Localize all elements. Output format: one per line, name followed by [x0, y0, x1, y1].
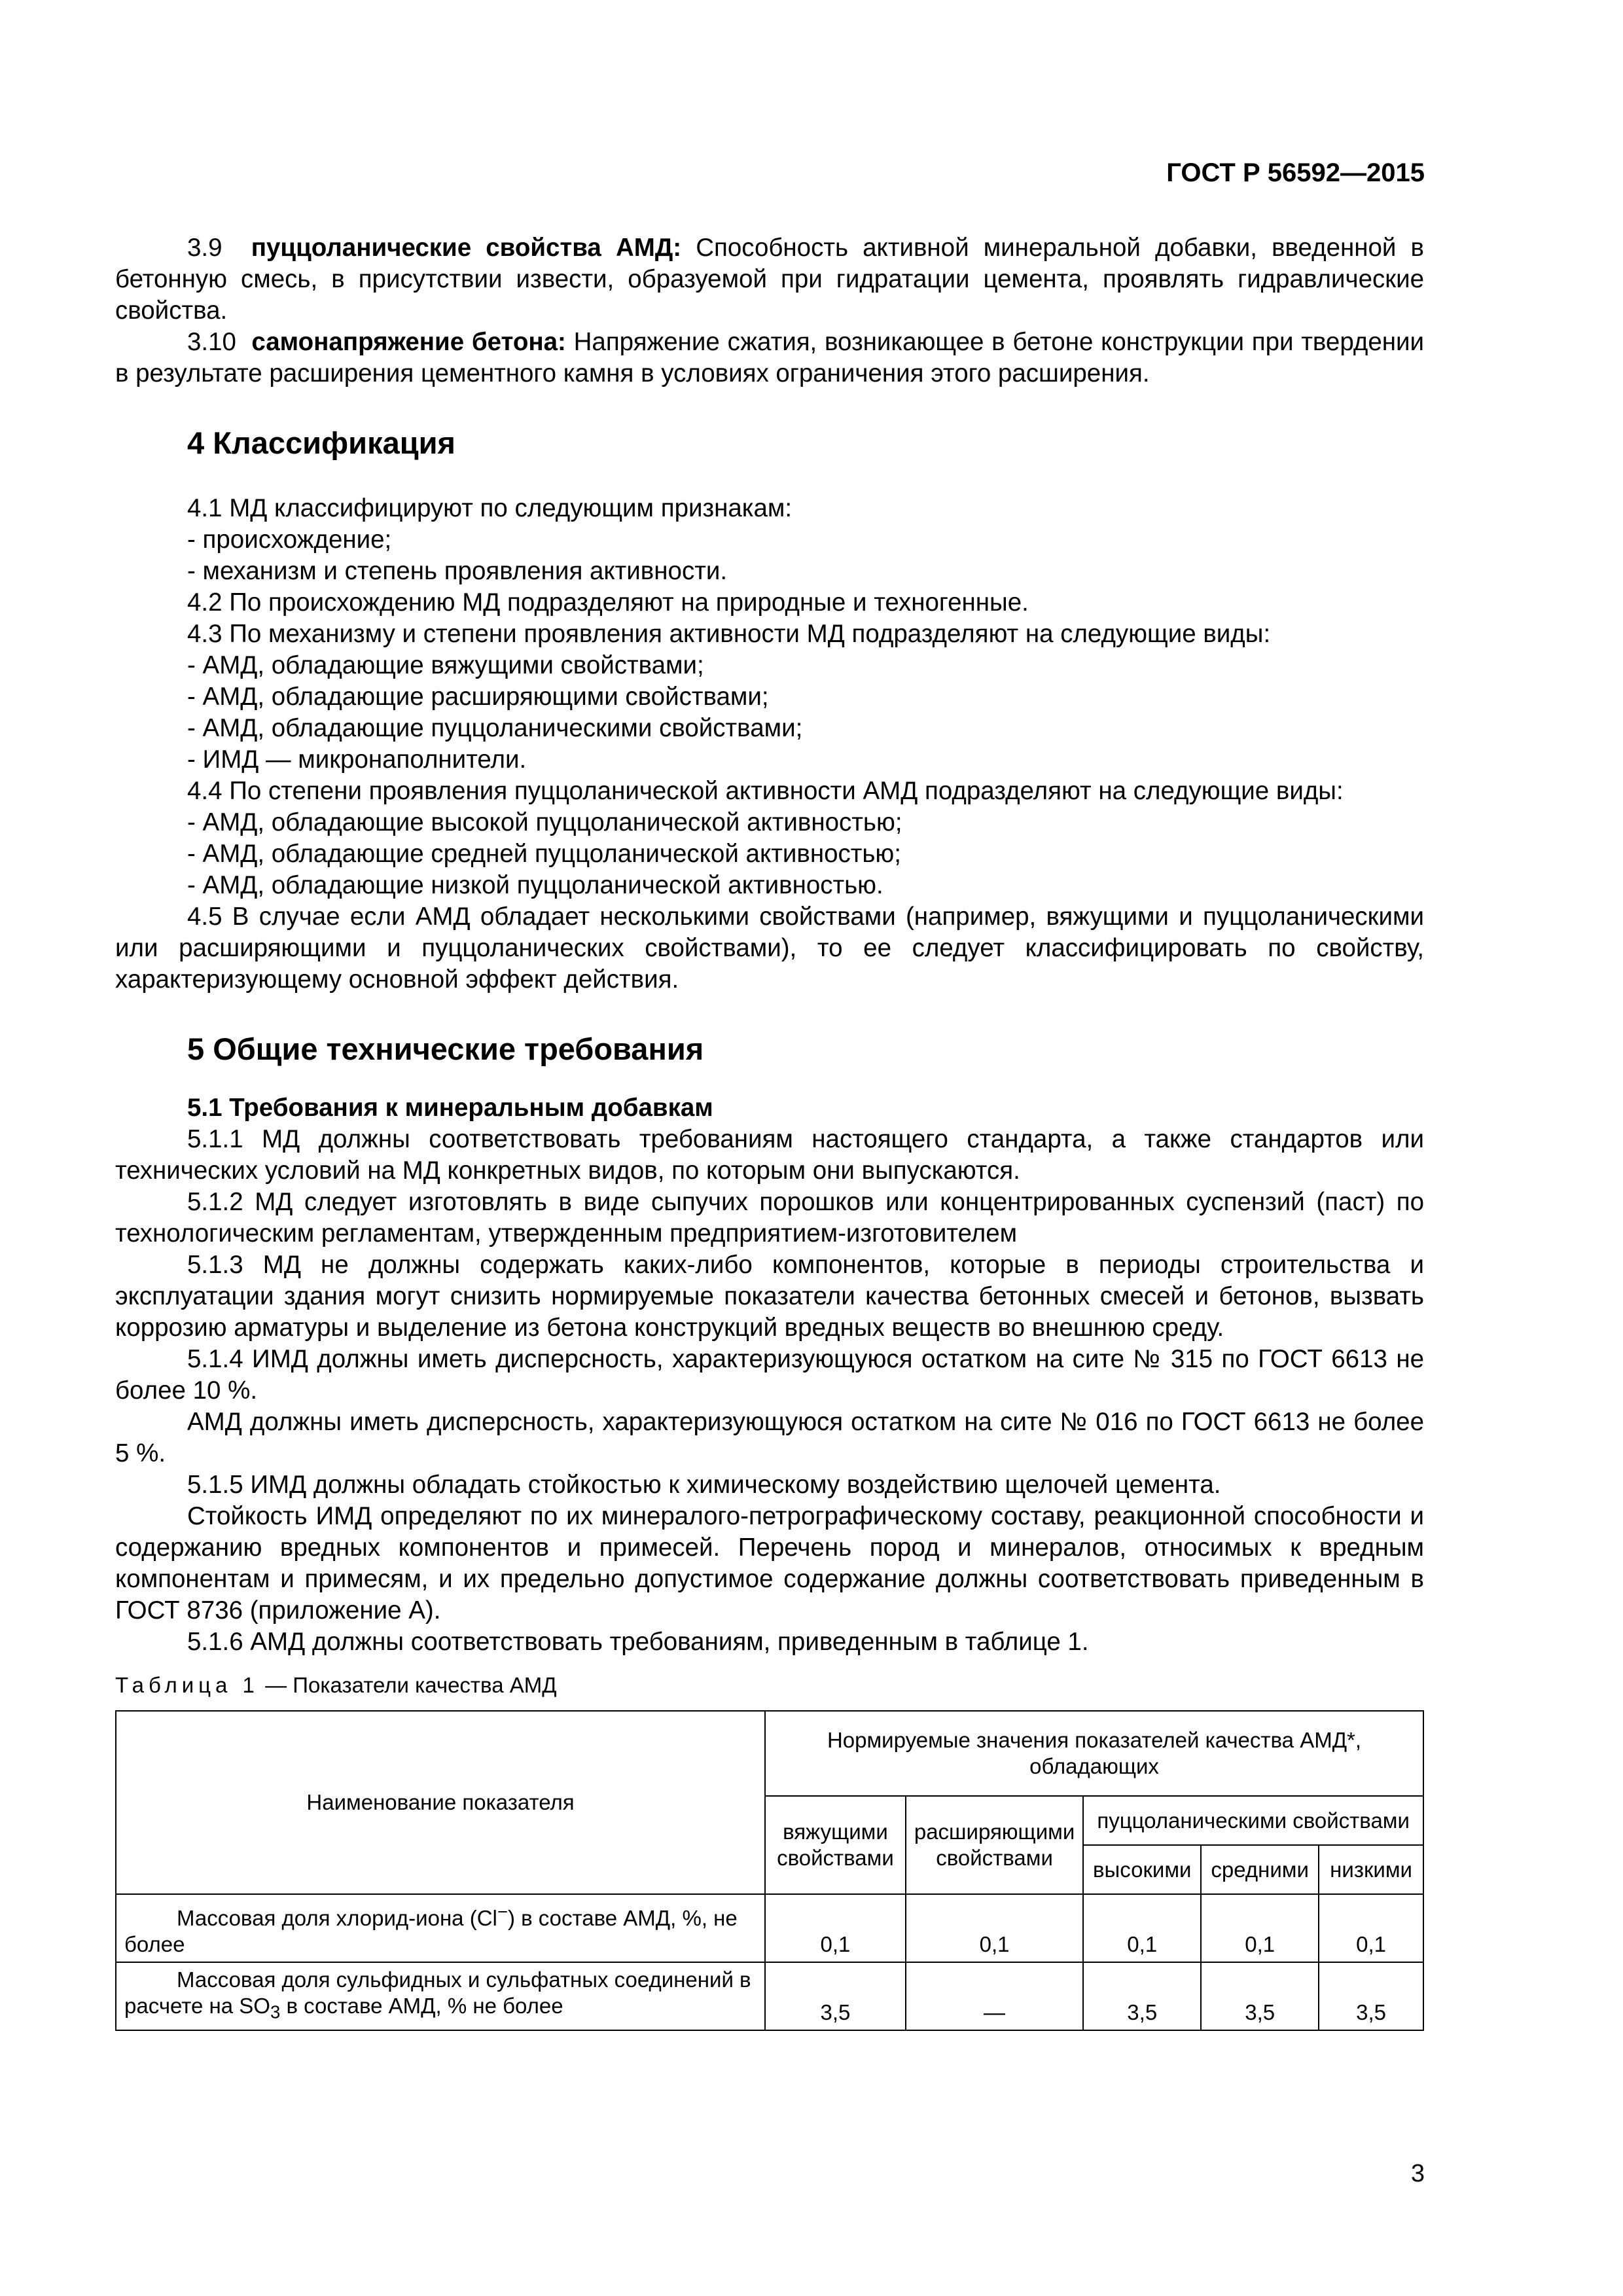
cell-value: 3,5	[1201, 1962, 1319, 2030]
clause-paragraph: АМД должны иметь дисперсность, характеризующуюся остатком на сите № 016 по ГОСТ 6613 не более 5 %.	[115, 1408, 1424, 1467]
section-4-body	[115, 493, 1424, 996]
cell-value: 3,5	[1319, 1962, 1423, 2030]
list-item: - АМД, обладающие низкой пуццоланической активностью.	[187, 871, 883, 899]
header-binding: вяжущими свойствами	[765, 1796, 906, 1894]
table-row	[116, 1894, 1423, 1962]
section-4-title: 4 Классификация	[187, 425, 455, 460]
clause-number: 3.9	[187, 234, 223, 262]
definition-3-9	[115, 232, 1424, 327]
table-caption-label: Таблица 1	[115, 1673, 259, 1697]
header-low: низкими	[1319, 1845, 1423, 1894]
section-5-title: 5 Общие технические требования	[187, 1031, 704, 1066]
list-item: - АМД, обладающие расширяющими свойствами;	[187, 683, 769, 711]
clause-paragraph: 4.4 По степени проявления пуццоланической активности АМД подразделяют на следующие виды:	[187, 777, 1344, 805]
document-code: ГОСТ Р 56592—2015	[1166, 158, 1425, 187]
header-pozzolanic: пуццоланическими свойствами	[1083, 1796, 1423, 1845]
clause-paragraph: Стойкость ИМД определяют по их минералого-петрографическому составу, реакционной способности и содержанию вредных компонентов и примесей. Перечень пород и минералов, относимых к вредным компонентам и примесям, и их предельно допустимое содержание должны соответствовать приведенным в ГОСТ 8736 (приложение А).	[115, 1502, 1424, 1624]
cell-value: 0,1	[1201, 1894, 1319, 1962]
clause-paragraph: 4.3 По механизму и степени проявления активности МД подразделяют на следующие виды:	[187, 620, 1271, 648]
header-expanding: расширяющими свойствами	[906, 1796, 1083, 1894]
cell-value: 3,5	[765, 1962, 906, 2030]
row-name: Массовая доля хлорид-иона (Cl−) в составе АМД, %, не более	[116, 1894, 765, 1962]
list-item: - АМД, обладающие вяжущими свойствами;	[187, 651, 704, 679]
table-row	[116, 1962, 1423, 2030]
cell-value: 0,1	[906, 1894, 1083, 1962]
list-item: - механизм и степень проявления активности.	[187, 557, 728, 585]
cell-value: 0,1	[1319, 1894, 1423, 1962]
list-item: - АМД, обладающие пуццоланическими свойствами;	[187, 714, 803, 742]
clause-number: 3.10	[187, 328, 236, 356]
page-number: 3	[1410, 2160, 1425, 2187]
definition-text: Способность активной минеральной добавки, введенной в бетонную смесь, в присутствии извести, образуемой при гидратации цемента, проявлять гидравлические свойства.	[115, 234, 1424, 325]
header-indicator-name: Наименование показателя	[116, 1711, 765, 1894]
clause-paragraph: 4.2 По происхождению МД подразделяют на природные и техногенные.	[187, 588, 1029, 617]
clause-paragraph: 5.1.3 МД не должны содержать каких-либо компонентов, которые в периоды строительства и эксплуатации здания могут снизить нормируемые показатели качества бетонных смесей и бетонов, вызвать коррозию арматуры и выделение из бетона конструкций вредных веществ во внешнюю среду.	[115, 1251, 1424, 1342]
quality-table	[115, 1710, 1424, 2031]
definition-3-10	[115, 327, 1424, 389]
table-caption-text: — Показатели качества АМД	[259, 1673, 557, 1697]
clause-paragraph: 5.1.1 МД должны соответствовать требованиям настоящего стандарта, а также стандартов или технических условий на МД конкретных видов, по которым они выпускаются.	[115, 1125, 1424, 1185]
clause-paragraph: 5.1.6 АМД должны соответствовать требованиям, приведенным в таблице 1.	[187, 1628, 1089, 1656]
clause-paragraph: 5.1.5 ИМД должны обладать стойкостью к химическому воздействию щелочей цемента.	[187, 1471, 1221, 1499]
section-5-body	[115, 1124, 1424, 1658]
cell-value: —	[906, 1962, 1083, 2030]
cell-value: 0,1	[1083, 1894, 1201, 1962]
list-item: - происхождение;	[187, 526, 392, 554]
clause-paragraph: 5.1.4 ИМД должны иметь дисперсность, характеризующуюся остатком на сите № 315 по ГОСТ 6613 не более 10 %.	[115, 1345, 1424, 1405]
header-medium: средними	[1201, 1845, 1319, 1894]
cell-value: 0,1	[765, 1894, 906, 1962]
page-content	[115, 232, 1424, 2031]
list-item: - АМД, обладающие средней пуццоланической активностью;	[187, 840, 902, 868]
list-item: - ИМД — микронаполнители.	[187, 745, 527, 774]
list-item: - АМД, обладающие высокой пуццоланической активностью;	[187, 808, 902, 836]
defined-term: пуццоланические свойства АМД:	[251, 234, 682, 262]
clause-paragraph: 4.1 МД классифицируют по следующим признакам:	[187, 494, 793, 522]
header-normative-values: Нормируемые значения показателей качества АМД*, обладающих	[765, 1711, 1423, 1796]
header-high: высокими	[1083, 1845, 1201, 1894]
table-caption	[115, 1670, 1424, 1701]
cell-value: 3,5	[1083, 1962, 1201, 2030]
definition-text: Напряжение сжатия, возникающее в бетоне конструкции при твердении в результате расширения цементного камня в условиях ограничения этого расширения.	[115, 328, 1425, 387]
clause-paragraph: 5.1.2 МД следует изготовлять в виде сыпучих порошков или концентрированных суспензий (паст) по технологическим регламентам, утвержденным предприятием-изготовителем	[115, 1188, 1424, 1247]
clause-paragraph: 4.5 В случае если АМД обладает несколькими свойствами (например, вяжущими и пуццоланическими или расширяющими и пуццоланических свойствами), то ее следует классифицировать по свойству, характеризующему основной эффект действия.	[115, 903, 1424, 994]
subsection-5-1-title: 5.1 Требования к минеральным добавкам	[187, 1094, 713, 1122]
defined-term: самонапряжение бетона:	[251, 328, 566, 356]
row-name: Массовая доля сульфидных и сульфатных соединений в расчете на $SO_3$ в составе АМД, % не более	[116, 1962, 765, 2030]
